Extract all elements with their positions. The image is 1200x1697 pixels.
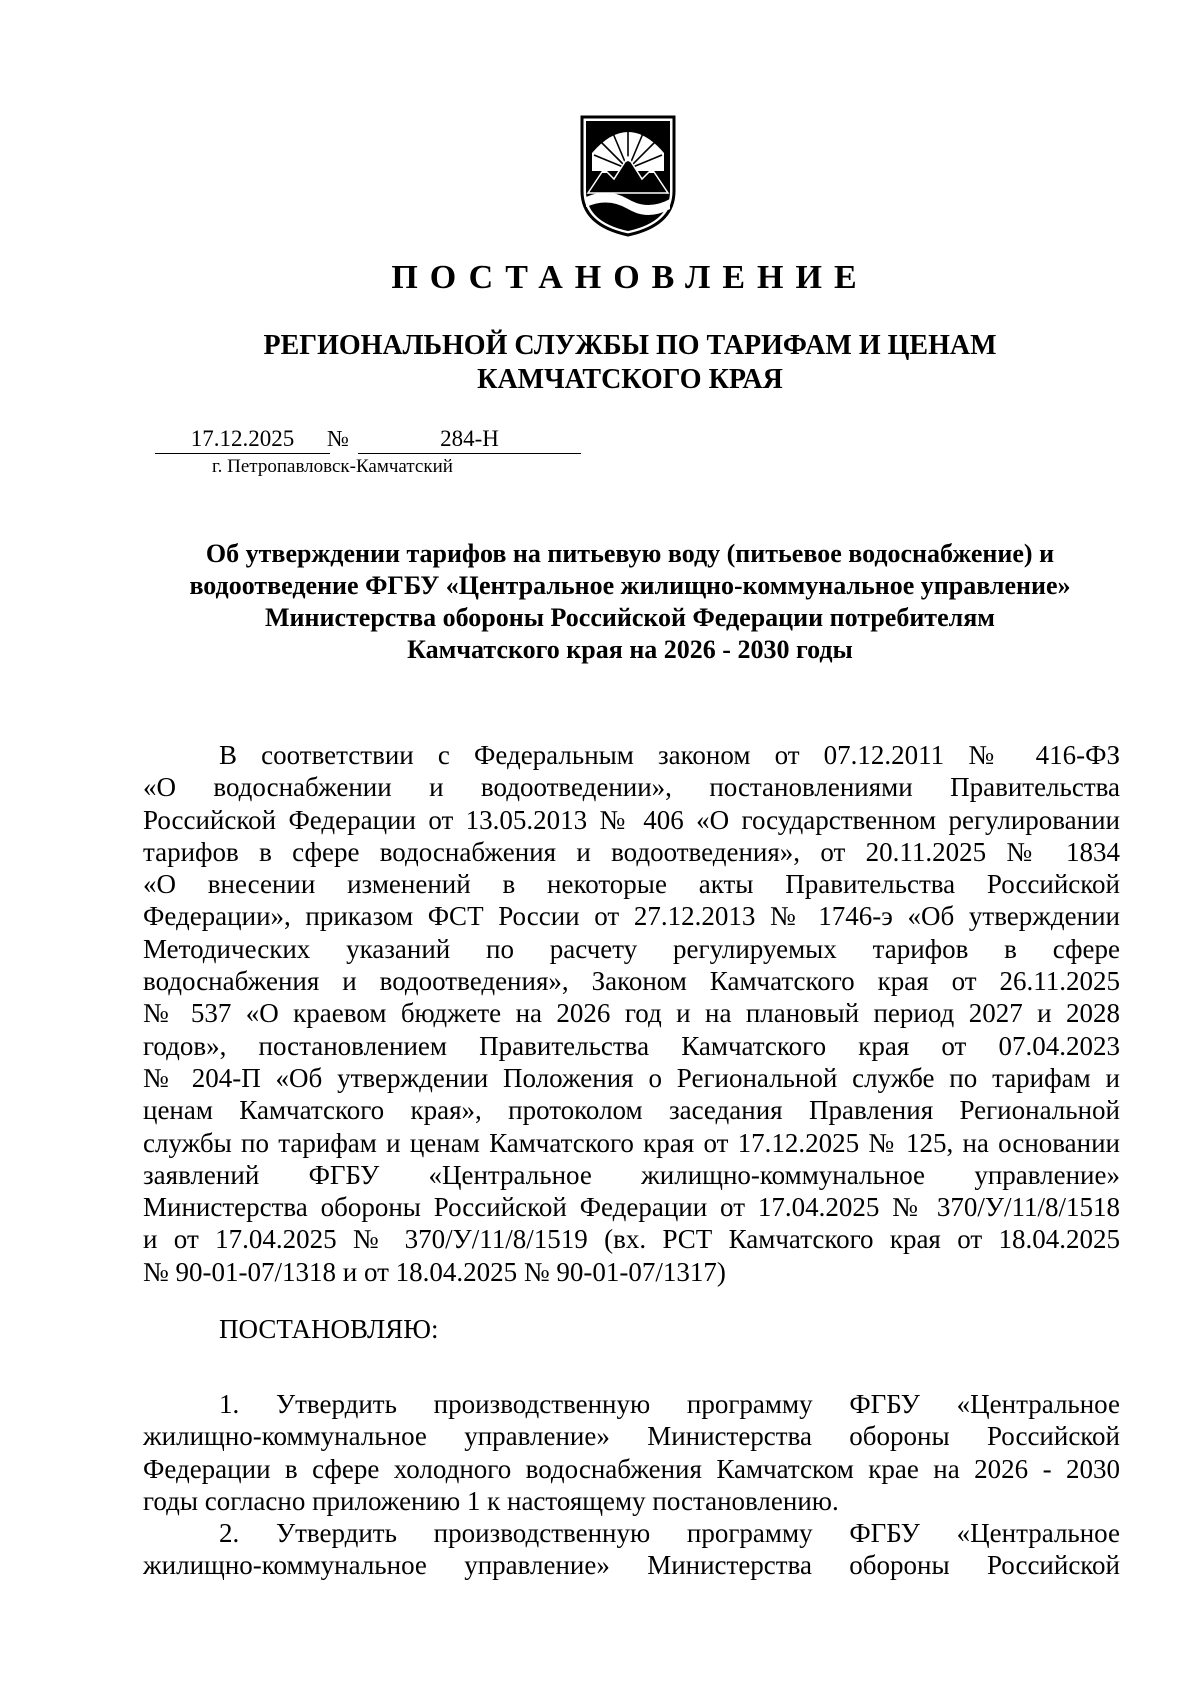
item-1-line: 1. Утвердить производственную программу ФГБУ «Центральное [219,1389,1120,1419]
preamble-line: водоснабжения и водоотведения», Законом Камчатского края от 26.11.2025 [143,966,1120,997]
preamble-line: № 90-01-07/1318 и от 18.04.2025 № 90-01-07/1317) [143,1256,726,1287]
preamble-line: и от 17.04.2025 № 370/У/11/8/1519 (вх. РСТ Камчатского края от 18.04.2025 [143,1224,1120,1255]
preamble-line: заявлений ФГБУ «Центральное жилищно-коммунальное управление» [143,1159,1120,1190]
subject-line: Об утверждении тарифов на питьевую воду (питьевое водоснабжение) и [205,539,1055,568]
subject-line: водоотведение ФГБУ «Центральное жилищно-коммунальное управление» [189,571,1071,600]
issuing-authority [200,329,1060,397]
preamble-line: Российской Федерации от 13.05.2013 № 406 «О государственном регулировании [143,804,1120,835]
preamble-line: В соответствии с Федеральным законом от 07.12.2011 № 416-ФЗ [219,740,1120,770]
preamble-line: службы по тарифам и ценам Камчатского края от 17.12.2025 № 125, на основании [143,1127,1120,1158]
document-subject [140,538,1120,666]
preamble-line: Методических указаний по расчету регулируемых тарифов в сфере [143,933,1120,964]
authority-line: КАМЧАТСКОГО КРАЯ [477,364,783,395]
kamchatka-coat-of-arms-emblem [578,113,678,239]
item-2-line: 2. Утвердить производственную программу ФГБУ «Центральное [219,1518,1120,1548]
document-type-heading: ПОСТАНОВЛЕНИЕ [391,259,869,296]
item-1-line: жилищно-коммунальное управление» Министерства обороны Российской [143,1421,1120,1452]
preamble-line: Министерства обороны Российской Федерации от 17.04.2025 № 370/У/11/8/1518 [143,1192,1120,1223]
city-of-issue: г. Петропавловск-Камчатский [212,456,453,477]
subject-line: Камчатского края на 2026 - 2030 годы [407,635,853,664]
number-sign: № [327,426,349,451]
preamble-line: «О водоснабжении и водоотведении», постановлениями Правительства [143,772,1120,803]
item-1-line: Федерации в сфере холодного водоснабжения Камчатском крае на 2026 - 2030 [143,1453,1120,1484]
item-1-line: годы согласно приложению 1 к настоящему постановлению. [143,1485,839,1516]
item-2-line: жилищно-коммунальное управление» Министерства обороны Российской [143,1550,1120,1581]
preamble-line: Федерации», приказом ФСТ России от 27.12.2013 № 1746-э «Об утверждении [143,901,1120,932]
preamble-line: № 537 «О краевом бюджете на 2026 год и на плановый период 2027 и 2028 [143,998,1120,1029]
document-number: 284-Н [358,425,581,454]
preamble-line: тарифов в сфере водоснабжения и водоотведения», от 20.11.2025 № 1834 [143,836,1120,867]
document-date: 17.12.2025 [155,425,330,454]
preamble-paragraph [143,739,1120,1288]
item-2-paragraph [143,1517,1120,1582]
item-1-paragraph [143,1388,1120,1517]
authority-line: РЕГИОНАЛЬНОЙ СЛУЖБЫ ПО ТАРИФАМ И ЦЕНАМ [263,330,997,361]
preamble-line: № 204-П «Об утверждении Положения о Региональной службе по тарифам и [143,1062,1120,1093]
preamble-line: «О внесении изменений в некоторые акты Правительства Российской [143,869,1120,900]
preamble-line: годов», постановлением Правительства Камчатского края от 07.04.2023 [143,1030,1120,1061]
preamble-line: ценам Камчатского края», протоколом заседания Правления Региональной [143,1095,1120,1126]
decree-word: ПОСТАНОВЛЯЮ: [219,1314,439,1344]
subject-line: Министерства обороны Российской Федерации потребителям [265,603,995,632]
